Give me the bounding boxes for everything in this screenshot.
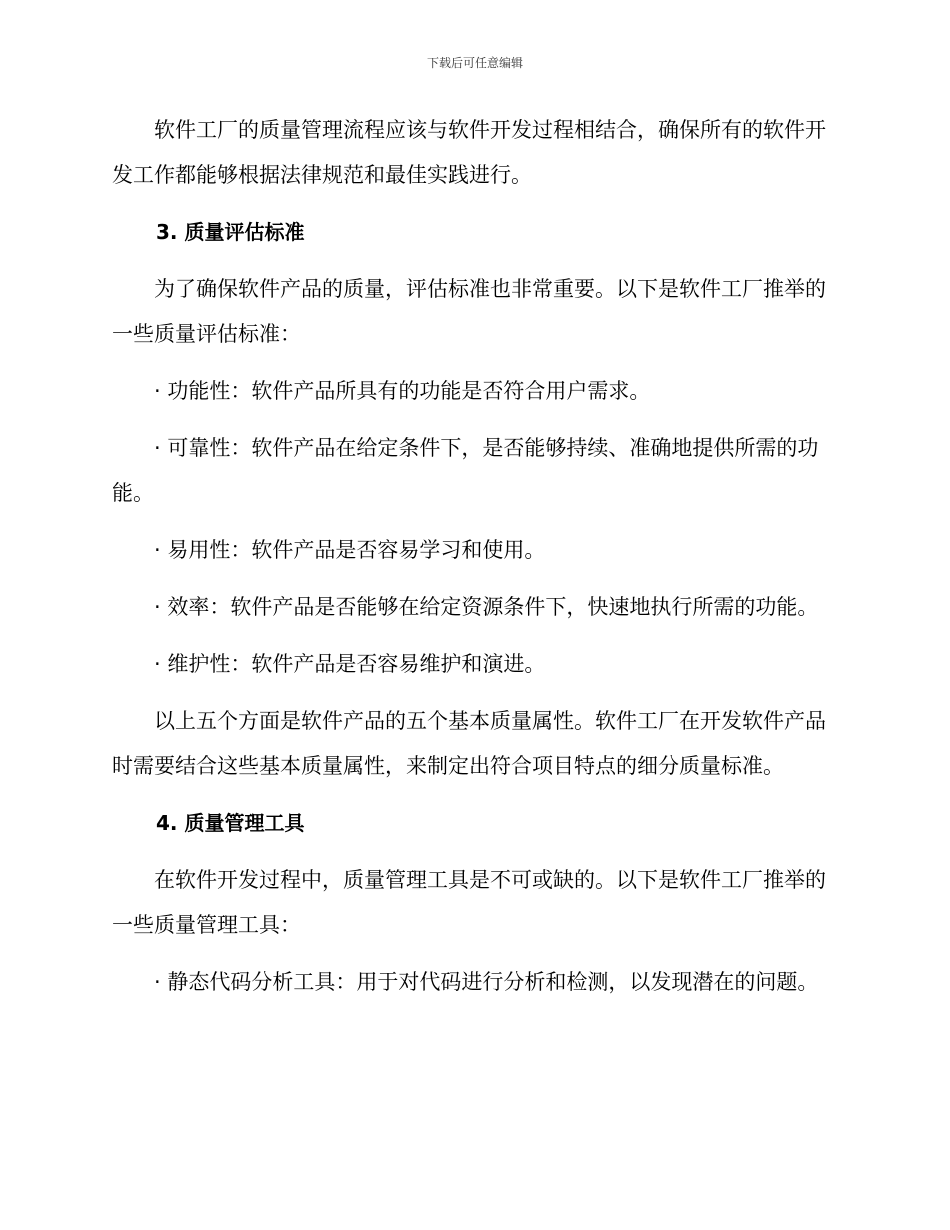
bullet-reliability: · 可靠性：软件产品在给定条件下，是否能够持续、准确地提供所需的功能。 (112, 436, 819, 505)
bullet-efficiency: · 效率：软件产品是否能够在给定资源条件下，快速地执行所需的功能。 (154, 595, 819, 619)
bullet-maintainability: · 维护性：软件产品是否容易维护和演进。 (154, 652, 546, 676)
paragraph-evaluation-intro: 为了确保软件产品的质量，评估标准也非常重要。以下是软件工厂推举的一些质量评估标准： (112, 277, 826, 346)
header-note: 下载后可任意编辑 (426, 56, 523, 70)
bullet-static-analysis: · 静态代码分析工具：用于对代码进行分析和检测，以发现潜在的问题。 (154, 970, 819, 994)
section-heading-3: 3. 质量评估标准 (156, 220, 305, 244)
document-body (112, 108, 832, 1005)
paragraph-process-integration: 软件工厂的质量管理流程应该与软件开发过程相结合，确保所有的软件开发工作都能够根据法律规范和最佳实践进行。 (112, 118, 826, 187)
paragraph-quality-attributes: 以上五个方面是软件产品的五个基本质量属性。软件工厂在开发软件产品时需要结合这些基本质量属性，来制定出符合项目特点的细分质量标准。 (112, 709, 826, 778)
section-heading-4: 4. 质量管理工具 (156, 811, 305, 835)
paragraph-tools-intro: 在软件开发过程中，质量管理工具是不可或缺的。以下是软件工厂推举的一些质量管理工具： (112, 868, 826, 937)
bullet-functionality: · 功能性：软件产品所具有的功能是否符合用户需求。 (154, 379, 651, 403)
bullet-usability: · 易用性：软件产品是否容易学习和使用。 (154, 538, 546, 562)
